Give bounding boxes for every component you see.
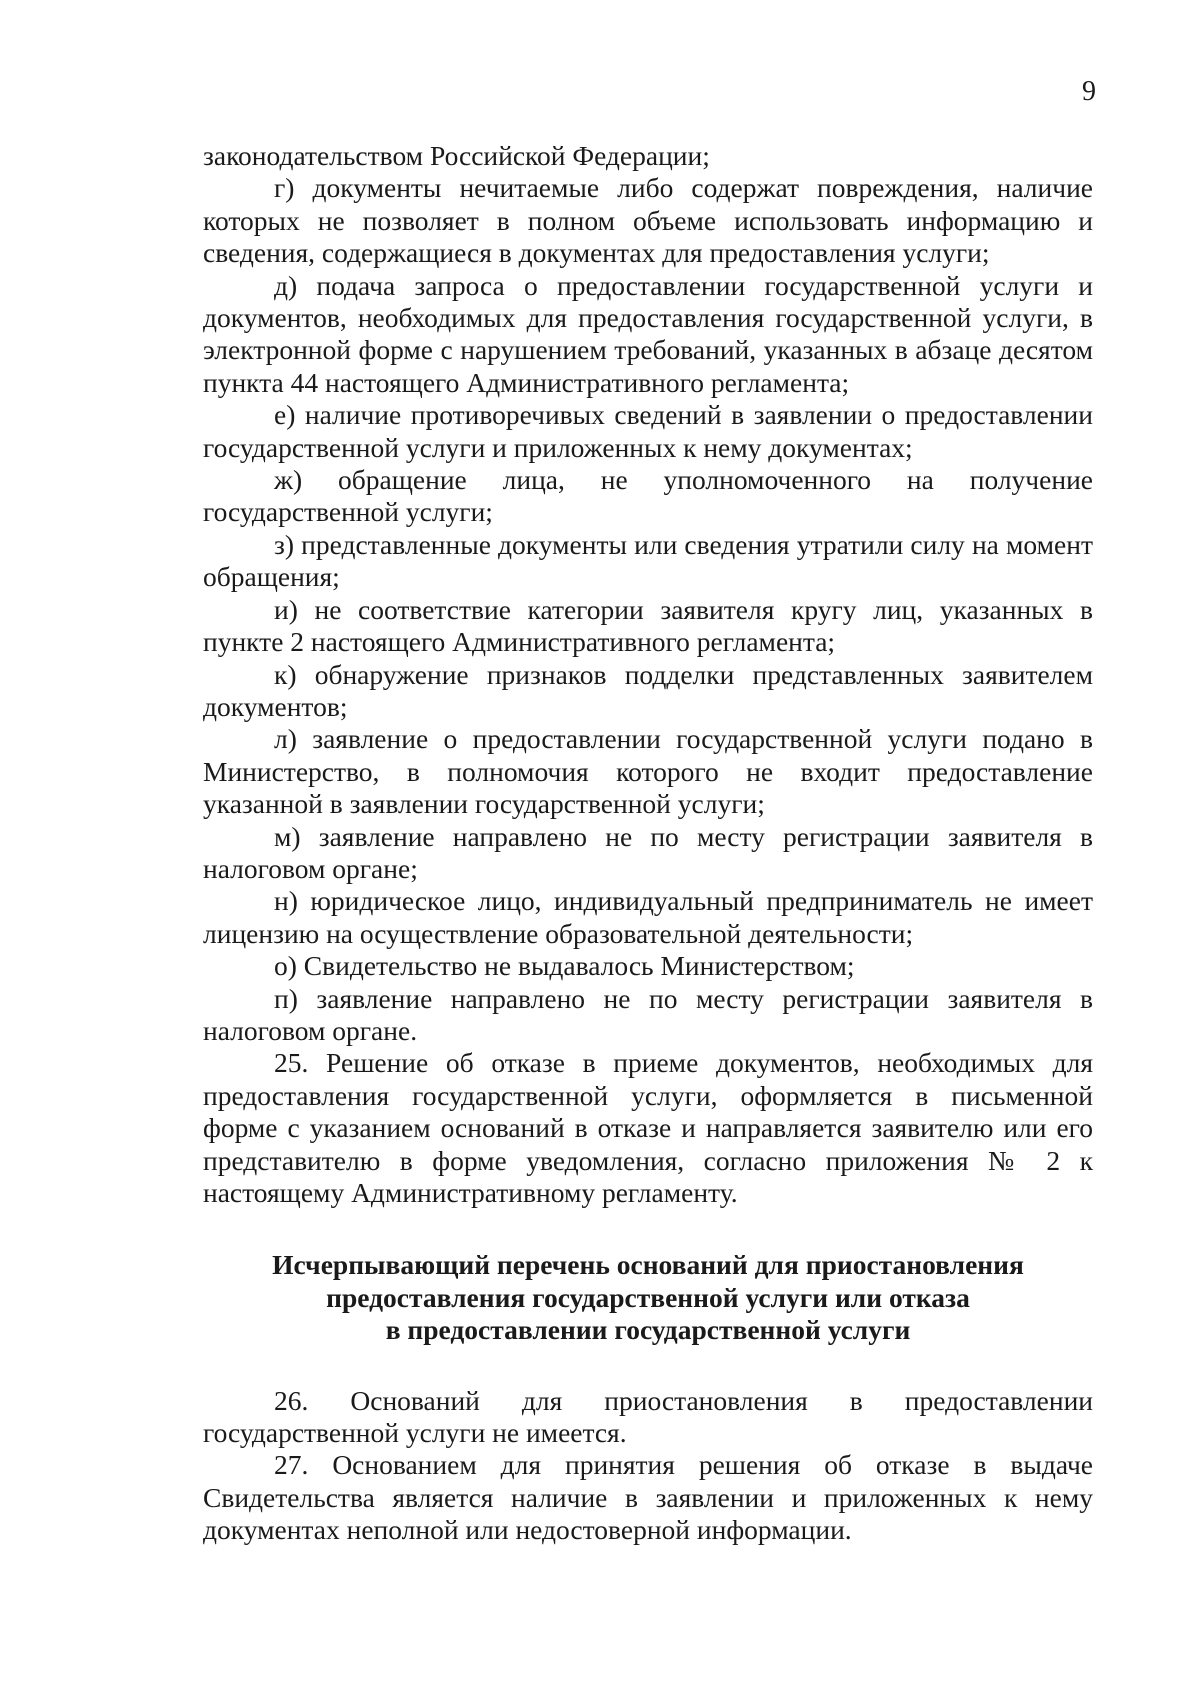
section-heading-line: предоставления государственной услуги или отказа [326,1281,970,1313]
paragraph: к) обнаружение признаков подделки представленных заявителем документов; [203,658,1093,722]
paragraph: з) представленные документы или сведения утратили силу на момент обращения; [203,528,1093,593]
paragraph: ж) обращение лица, не уполномоченного на получение государственной услуги; [203,464,1093,528]
paragraph: п) заявление направлено не по месту регистрации заявителя в налоговом органе. [203,982,1093,1046]
paragraph: г) документы нечитаемые либо содержат повреждения, наличие которых не позволяет в полном объеме использовать информацию и сведения, содержащиеся в документах для предоставления услуги; [203,172,1093,269]
section-heading [203,1249,1093,1346]
paragraph-list-bottom [203,1385,1093,1547]
section-heading-line: в предоставлении государственной услуги [385,1314,911,1346]
paragraph: е) наличие противоречивых сведений в заявлении о предоставлении государственной услуги и приложенных к нему документах; [203,399,1093,463]
paragraph-list-top [203,140,1093,1209]
document-body [203,140,1093,1547]
paragraph: д) подача запроса о предоставлении государственной услуги и документов, необходимых для предоставления государственной услуги, в электронной форме с нарушением требований, указанных в абзаце десятом пункта 44 настоящего Административного регламента; [203,269,1093,398]
section-heading-line: Исчерпывающий перечень оснований для приостановления [272,1249,1024,1281]
paragraph: 26. Оснований для приостановления в предоставлении государственной услуги не имеется. [203,1384,1093,1449]
paragraph: 25. Решение об отказе в приеме документов, необходимых для предоставления государственной услуги, оформляется в письменной форме с указанием оснований в отказе и направляется заявителю или его представителю в форме уведомления, согласно приложения № 2 к настоящему Административному регламенту. [203,1047,1093,1208]
page-number: 9 [1082,76,1096,107]
paragraph: и) не соответствие категории заявителя кругу лиц, указанных в пункте 2 настоящего Административного регламента; [203,593,1093,658]
paragraph: н) юридическое лицо, индивидуальный предприниматель не имеет лицензию на осуществление образовательной деятельности; [203,885,1093,949]
paragraph: м) заявление направлено не по месту регистрации заявителя в налоговом органе; [203,820,1093,884]
paragraph: 27. Основанием для принятия решения об отказе в выдаче Свидетельства является наличие в заявлении и приложенных к нему документах неполной или недостоверной информации. [203,1449,1093,1546]
paragraph: законодательством Российской Федерации; [203,140,710,171]
paragraph: о) Свидетельство не выдавалось Министерством; [274,950,855,982]
paragraph: л) заявление о предоставлении государственной услуги подано в Министерство, в полномочия которого не входит предоставление указанной в заявлении государственной услуги; [203,723,1093,820]
